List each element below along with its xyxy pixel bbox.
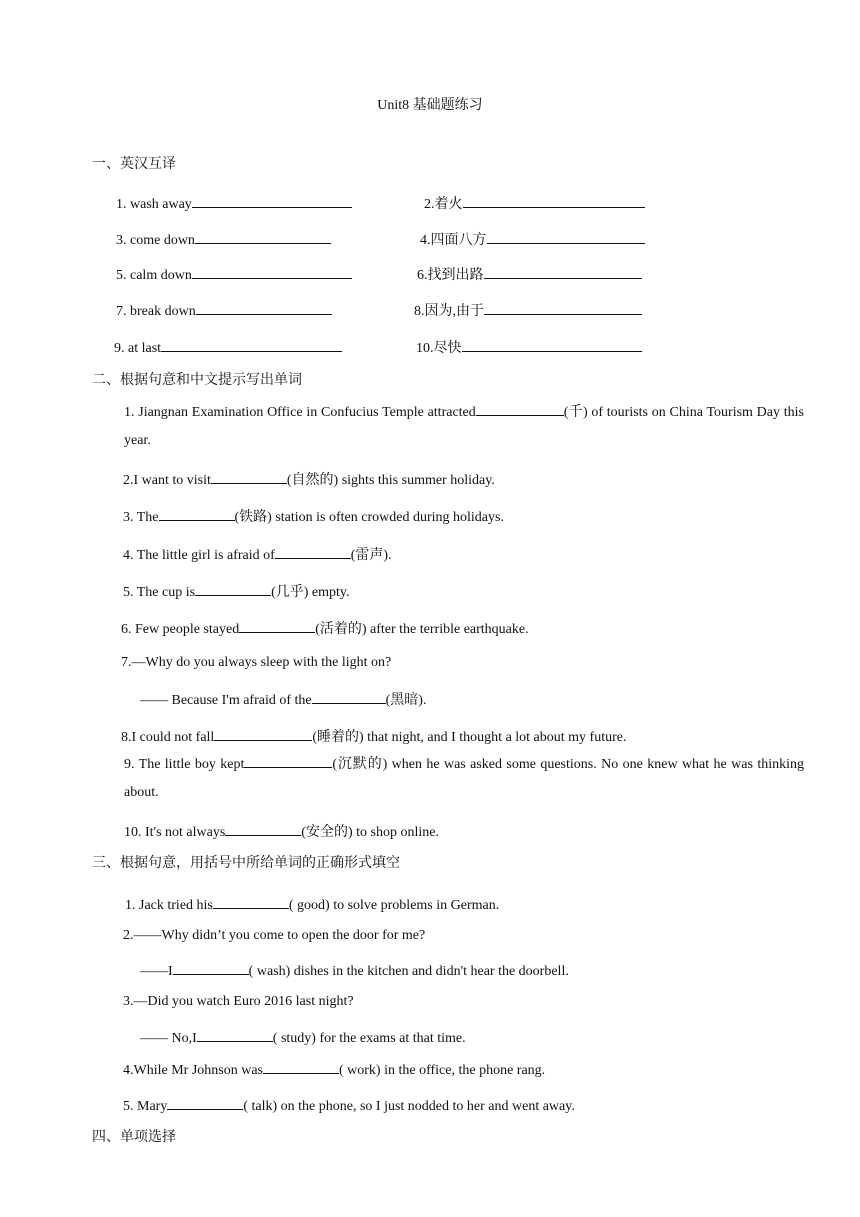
form-item-4: 4.While Mr Johnson was ( work) in the office, the phone rang. <box>123 1060 545 1080</box>
form-item-3-answer: —— No,I ( study) for the exams at that time. <box>140 1028 466 1048</box>
word-item-3: 3. The (铁路) station is often crowded during holidays. <box>123 507 504 527</box>
answer-blank[interactable] <box>239 619 315 633</box>
form-item-2-question: 2.——Why didn’t you come to open the door for me? <box>123 928 426 943</box>
answer-blank[interactable] <box>484 301 642 315</box>
answer-blank[interactable] <box>167 1096 243 1110</box>
translate-item-7: 7. break down <box>116 301 332 321</box>
word-item-6: 6. Few people stayed (活着的) after the terrible earthquake. <box>121 619 529 639</box>
answer-blank[interactable] <box>244 754 332 768</box>
answer-blank[interactable] <box>463 194 645 208</box>
answer-blank[interactable] <box>487 230 645 244</box>
word-item-2: 2.I want to visit (自然的) sights this summer holiday. <box>123 470 495 490</box>
answer-blank[interactable] <box>192 265 352 279</box>
translate-item-5: 5. calm down <box>116 265 352 285</box>
form-item-1: 1. Jack tried his ( good) to solve problems in German. <box>125 895 499 915</box>
answer-blank[interactable] <box>275 545 351 559</box>
translate-item-6: 6.找到出路 <box>417 265 642 285</box>
answer-blank[interactable] <box>213 895 289 909</box>
word-item-7-answer: —— Because I'm afraid of the (黑暗). <box>140 690 426 710</box>
answer-blank[interactable] <box>195 582 271 596</box>
answer-blank[interactable] <box>161 338 342 352</box>
answer-blank[interactable] <box>196 301 332 315</box>
translate-item-8: 8.因为,由于 <box>414 301 642 321</box>
answer-blank[interactable] <box>195 230 331 244</box>
form-item-5: 5. Mary ( talk) on the phone, so I just nodded to her and went away. <box>123 1096 575 1116</box>
word-item-8: 8.I could not fall (睡着的) that night, and I thought a lot about my future. <box>121 727 626 747</box>
word-item-4: 4. The little girl is afraid of (雷声). <box>123 545 392 565</box>
word-item-1: 1. Jiangnan Examination Office in Confucius Temple attracted (千) of tourists on China Tourism Day this year. <box>124 399 804 483</box>
section-3-heading: 三、根据句意，用括号中所给单词的正确形式填空 <box>92 856 400 871</box>
form-item-3-question: 3.—Did you watch Euro 2016 last night? <box>123 994 354 1009</box>
answer-blank[interactable] <box>263 1060 339 1074</box>
section-2-heading: 二、根据句意和中文提示写出单词 <box>92 373 302 388</box>
page-title: Unit8 基础题练习 <box>377 98 483 113</box>
answer-blank[interactable] <box>214 727 312 741</box>
answer-blank[interactable] <box>197 1028 273 1042</box>
answer-blank[interactable] <box>312 690 386 704</box>
answer-blank[interactable] <box>159 507 235 521</box>
translate-item-1: 1. wash away <box>116 194 352 214</box>
answer-blank[interactable] <box>173 961 249 975</box>
answer-blank[interactable] <box>476 402 564 416</box>
answer-blank[interactable] <box>225 822 301 836</box>
translate-item-4: 4.四面八方 <box>420 230 645 250</box>
section-4-heading: 四、单项选择 <box>92 1130 176 1145</box>
answer-blank[interactable] <box>462 338 642 352</box>
translate-item-2: 2.着火 <box>424 194 645 214</box>
form-item-2-answer: ——I ( wash) dishes in the kitchen and didn't hear the doorbell. <box>140 961 569 981</box>
word-item-7-question: 7.—Why do you always sleep with the light on? <box>121 655 392 670</box>
word-item-10: 10. It's not always (安全的) to shop online. <box>124 822 439 842</box>
answer-blank[interactable] <box>484 265 642 279</box>
translate-item-3: 3. come down <box>116 230 331 250</box>
translate-item-9: 9. at last <box>114 338 342 358</box>
translate-item-10: 10.尽快 <box>416 338 642 358</box>
answer-blank[interactable] <box>211 470 287 484</box>
section-1-heading: 一、英汉互译 <box>92 157 176 172</box>
word-item-5: 5. The cup is (几乎) empty. <box>123 582 350 602</box>
word-item-9: 9. The little boy kept (沉默的) when he was asked some questions. No one knew what he was thinking about. <box>124 751 804 835</box>
answer-blank[interactable] <box>192 194 352 208</box>
